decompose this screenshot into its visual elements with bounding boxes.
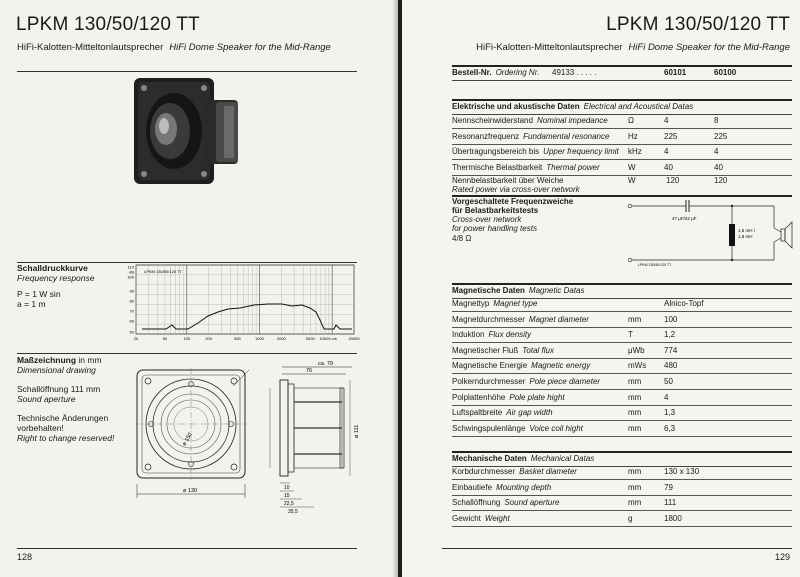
- row-label: [452, 375, 600, 389]
- front-view-drawing: [133, 366, 253, 516]
- row-label-en: Basket diameter: [519, 467, 577, 476]
- dim-10: 10: [284, 485, 290, 491]
- network-heading-1: Vorgeschaltete Frequenzweiche: [452, 197, 574, 206]
- row-unit: T: [628, 330, 633, 340]
- row-label-de: Thermische Belastbarkeit: [452, 162, 543, 172]
- row-label: [452, 328, 531, 342]
- crossover-power-en: Rated power via cross-over network: [452, 185, 580, 194]
- y-tick-label: 60: [129, 318, 134, 324]
- row-label-en: Upper frequency limit: [543, 147, 619, 156]
- response-heading: Schalldruckkurve: [17, 263, 88, 273]
- mechanical-heading-de: Mechanische Daten: [452, 454, 527, 463]
- row-value-2: 40: [714, 162, 723, 172]
- row-label-de: Polkerndurchmesser: [452, 377, 526, 386]
- order-number-row: [452, 65, 792, 81]
- drawing-rule: [17, 353, 357, 354]
- row-label-de: Polplattenhöhe: [452, 392, 506, 402]
- x-tick-label: 200: [205, 336, 213, 341]
- dim-diameter-111: ø 111: [354, 424, 360, 438]
- table-row: [452, 145, 792, 160]
- row-label: [452, 297, 537, 311]
- row-label-en: Magnet type: [493, 299, 538, 308]
- row-unit: Hz: [628, 131, 638, 141]
- y-tick-label: 110: [127, 264, 134, 270]
- row-value: 130 x 130: [664, 467, 700, 476]
- row-label-en: Flux density: [488, 330, 532, 340]
- row-value: Alnico-Topf: [664, 299, 704, 308]
- row-label-en: Nominal impedance: [536, 116, 608, 125]
- left-footer-rule: [17, 548, 357, 549]
- row-label-en: Mounting depth: [496, 482, 552, 492]
- table-row: [452, 512, 792, 527]
- row-unit: W: [628, 162, 636, 172]
- row-value: 111: [664, 498, 677, 508]
- crossover-schematic: [624, 198, 800, 268]
- x-tick-label: 500: [234, 336, 241, 341]
- response-heading-en: Frequency response: [17, 273, 95, 283]
- mechanical-heading-en: Mechanical Datas: [530, 454, 595, 463]
- row-label-en: Pole plate hight: [509, 392, 565, 402]
- row-value-1: 4: [664, 116, 669, 125]
- row-unit: kHz: [628, 147, 642, 156]
- row-value: 1800: [664, 513, 682, 523]
- dim-35-5: 35,5: [288, 509, 298, 515]
- row-unit: mWs: [628, 361, 647, 371]
- table-row: [452, 328, 792, 343]
- table-row: [452, 114, 792, 129]
- speaker-photo: [130, 72, 245, 192]
- x-tick-label: 10000 c/s: [319, 336, 337, 341]
- left-subtitle-de: HiFi-Kalotten-Mitteltonlautsprecher: [17, 42, 164, 53]
- dim-15: 15: [284, 493, 290, 499]
- row-unit: g: [628, 513, 633, 523]
- x-tick-label: 1000: [255, 336, 264, 341]
- row-value: 100: [664, 314, 678, 324]
- drawing-heading: Maßzeichnung: [17, 355, 77, 365]
- row-value: 50: [664, 377, 673, 386]
- row-label: [452, 465, 577, 479]
- row-unit: mm: [628, 314, 642, 324]
- row-label-en: Total flux: [522, 345, 554, 355]
- row-label-de: Korbdurchmesser: [452, 467, 516, 476]
- row-unit: Ω: [628, 116, 634, 125]
- x-tick-label: 5000: [305, 336, 315, 341]
- right-page: [402, 0, 800, 577]
- dim-22-5: 22,5: [284, 501, 294, 507]
- y-tick-label: 50: [129, 329, 134, 335]
- row-value: 774: [664, 345, 678, 355]
- row-label-en: Magnet diameter: [528, 314, 589, 324]
- row-value: 1,3: [664, 408, 676, 418]
- order-label-en: Ordering Nr.: [495, 68, 540, 77]
- order-value-1: 60101: [664, 68, 687, 77]
- row-label-de: Magnetischer Fluß: [452, 345, 519, 355]
- table-row: [452, 406, 792, 421]
- row-label-en: Air gap width: [506, 408, 553, 418]
- right-page-number: 129: [774, 552, 790, 562]
- aperture-en: Sound aperture: [17, 394, 76, 404]
- row-unit: mm: [628, 467, 642, 476]
- row-value-2: 8: [714, 116, 719, 125]
- row-label-de: Induktion: [452, 330, 485, 340]
- dim-diameter-150: ø 150: [181, 431, 194, 447]
- network-impedance: 4/8 Ω: [452, 234, 472, 243]
- row-label-en: Fundamental resonance: [523, 131, 610, 141]
- row-label: [452, 496, 560, 510]
- frequency-response-chart: [122, 262, 358, 344]
- right-page-title: LPKM 130/50/120 TT: [606, 14, 790, 35]
- row-label: [452, 313, 589, 327]
- table-row: [452, 161, 792, 176]
- table-row: [452, 391, 792, 406]
- magnetic-heading-en: Magnetic Datas: [528, 286, 585, 295]
- left-subtitle-en: HiFi Dome Speaker for the Mid-Range: [169, 42, 331, 53]
- x-tick-label: 2000: [276, 336, 286, 341]
- row-unit: mm: [628, 423, 642, 433]
- coil-label-1: 1,5 mH /: [738, 228, 756, 233]
- magnetic-heading-de: Magnetische Daten: [452, 286, 525, 295]
- y-tick-label: 90: [129, 288, 134, 294]
- row-label-de: Magnettyp: [452, 299, 490, 308]
- row-unit: mm: [628, 482, 642, 492]
- row-unit: mm: [628, 377, 642, 386]
- left-page-number: 128: [17, 552, 33, 562]
- crossover-power-v1: 120: [666, 176, 680, 185]
- right-page-subtitle: [476, 42, 790, 53]
- right-subtitle-de: HiFi-Kalotten-Mitteltonlautsprecher: [476, 42, 623, 53]
- change-note-en: Right to change reserved!: [17, 433, 115, 443]
- row-label-en: Voice coil hight: [529, 423, 583, 433]
- row-unit: mm: [628, 498, 642, 508]
- table-row: [452, 313, 792, 328]
- table-row: [452, 481, 792, 496]
- row-value-1: 4: [664, 147, 669, 156]
- order-prefix: 49133 . . . . .: [552, 68, 597, 77]
- drawing-unit: in mm: [78, 355, 102, 365]
- network-en-1: Cross-over network: [452, 215, 522, 224]
- order-value-2: 60100: [714, 68, 737, 77]
- electrical-heading-en: Electrical and Acoustical Datas: [583, 102, 694, 111]
- row-label: [452, 359, 590, 373]
- crossover-power-v2: 120: [714, 176, 728, 185]
- row-label: [452, 130, 609, 144]
- row-value-2: 4: [714, 147, 719, 156]
- row-label-de: Magnetische Energie: [452, 361, 528, 371]
- drawing-caption: [17, 355, 137, 443]
- row-label-de: Gewicht: [452, 513, 481, 523]
- row-value: 6,3: [664, 423, 676, 433]
- row-label-de: Übertragungsbereich bis: [452, 147, 540, 156]
- row-label: [452, 114, 608, 128]
- row-label-de: Schwingspulenlänge: [452, 423, 526, 433]
- change-note-1: Technische Änderungen: [17, 413, 109, 423]
- row-label-de: Resonanzfrequenz: [452, 131, 520, 141]
- response-power: P = 1 W sin: [17, 289, 61, 299]
- row-value-1: 40: [664, 162, 673, 172]
- row-label-de: Schallöffnung: [452, 498, 501, 508]
- row-value: 1,2: [664, 330, 676, 340]
- y-tick-label: 100: [127, 274, 134, 280]
- electrical-heading: [452, 99, 792, 115]
- aperture-de: Schallöffnung 111 mm: [17, 384, 101, 394]
- row-label-en: Magnetic energy: [531, 361, 591, 371]
- left-page-subtitle: [17, 42, 331, 53]
- table-row: [452, 359, 792, 374]
- network-heading-2: für Belastbarkeitstests: [452, 206, 539, 215]
- row-label-en: Weight: [484, 513, 510, 523]
- x-tick-label: 50: [162, 336, 168, 341]
- crossover-power-unit: W: [628, 176, 636, 185]
- row-label: [452, 422, 583, 436]
- table-row: [452, 344, 792, 359]
- row-label-de: Einbautiefe: [452, 482, 493, 492]
- network-en-2: for power handling tests: [452, 224, 537, 233]
- left-page-title: LPKM 130/50/120 TT: [16, 14, 200, 35]
- y-tick-label: dB: [129, 269, 134, 275]
- row-label-en: Sound aperture: [504, 498, 560, 508]
- row-value: 480: [664, 361, 678, 371]
- table-row: [452, 465, 792, 480]
- row-value-1: 225: [664, 131, 678, 141]
- row-unit: μWb: [628, 345, 645, 355]
- row-value: 79: [664, 482, 673, 492]
- table-row: [452, 130, 792, 145]
- capacitor-label: 47 μF/22 μF: [672, 216, 697, 221]
- row-unit: mm: [628, 408, 642, 418]
- row-label-de: Magnetdurchmesser: [452, 314, 525, 324]
- y-tick-label: 80: [129, 298, 134, 304]
- x-tick-label: 20: [133, 336, 139, 341]
- order-label: Bestell-Nr.: [452, 68, 492, 77]
- row-label-en: Pole piece diameter: [529, 377, 601, 386]
- row-label: [452, 145, 619, 159]
- x-tick-label: 20000: [348, 336, 360, 341]
- row-label: [452, 481, 551, 495]
- y-tick-label: 70: [129, 308, 134, 314]
- left-page: [0, 0, 398, 577]
- response-distance: a = 1 m: [17, 299, 46, 309]
- response-chart-label: LPKM 130/50/120 TT: [144, 269, 182, 274]
- row-unit: mm: [628, 392, 642, 402]
- table-row: [452, 496, 792, 511]
- right-footer-rule: [442, 548, 792, 549]
- schematic-label: LPKM 130/50/120 TT: [638, 263, 672, 267]
- frequency-y-ticks: [127, 265, 134, 335]
- row-value: 4: [664, 392, 669, 402]
- coil-label-2: 1,8 mH: [738, 234, 753, 239]
- row-label: [452, 406, 553, 420]
- change-note-2: vorbehalten!: [17, 423, 64, 433]
- side-view-drawing: [262, 358, 362, 518]
- table-row: [452, 422, 792, 437]
- right-subtitle-en: HiFi Dome Speaker for the Mid-Range: [628, 42, 790, 53]
- x-tick-label: 100: [183, 336, 191, 341]
- table-row: [452, 297, 792, 312]
- crossover-power-de: Nennbelastbarkeit über Weiche: [452, 176, 564, 185]
- row-label-de: Luftspaltbreite: [452, 408, 503, 418]
- row-label-en: Thermal power: [546, 162, 600, 172]
- row-value-2: 225: [714, 131, 728, 141]
- drawing-heading-en: Dimensional drawing: [17, 365, 96, 375]
- dim-depth-79: ca. 79: [318, 361, 333, 367]
- dim-76: 76: [306, 368, 313, 374]
- crossover-power-row: [452, 176, 792, 194]
- electrical-heading-de: Elektrische und akustische Daten: [452, 102, 580, 111]
- row-label: [452, 391, 565, 405]
- row-label: [452, 344, 554, 358]
- response-caption: [17, 263, 127, 309]
- row-label: [452, 161, 600, 175]
- dim-diameter-130: ø 130: [183, 488, 198, 494]
- row-label: [452, 512, 510, 526]
- table-row: [452, 375, 792, 390]
- frequency-x-ticks: [134, 336, 361, 341]
- row-label-de: Nennscheinwiderstand: [452, 116, 533, 125]
